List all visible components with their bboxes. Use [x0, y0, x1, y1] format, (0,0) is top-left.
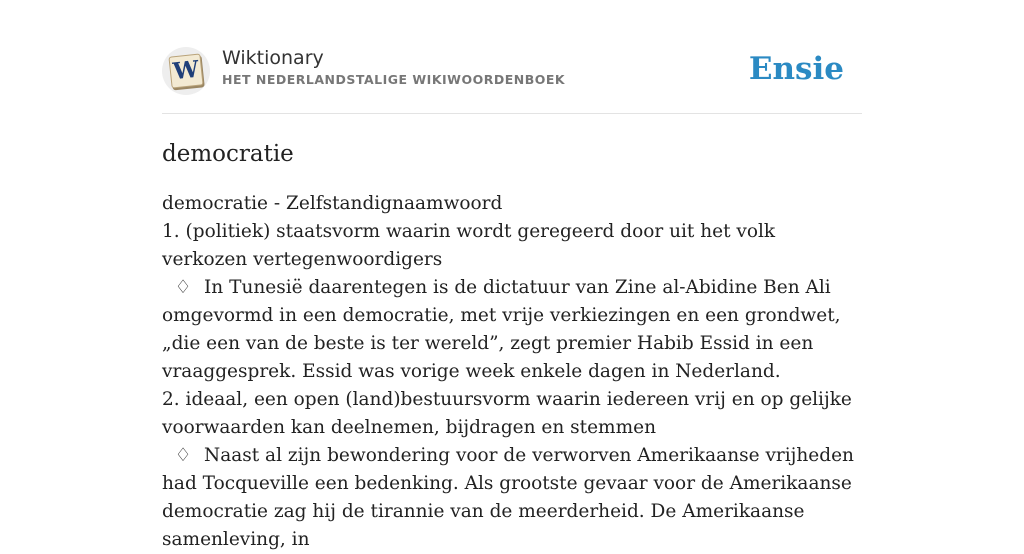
- wiktionary-logo[interactable]: [162, 47, 210, 95]
- brand: [222, 46, 565, 87]
- site-name[interactable]: Wiktionary: [222, 47, 324, 69]
- logo-tile-icon: [168, 53, 203, 88]
- example-marker-icon: ♢: [174, 445, 192, 466]
- example-text: Naast al zijn bewondering voor de verworven Amerikaanse vrijheden had Tocqueville een bedenking. Als grootste gevaar voor de Amerikaanse democratie zag hij de tirannie van de meerderheid. De Amerikaanse samenleving, in: [162, 445, 854, 550]
- site-header: [162, 0, 862, 114]
- page: [162, 0, 862, 554]
- logo-letter: W: [171, 55, 201, 86]
- entry-content: [162, 190, 862, 554]
- entry-heading: democratie - Zelfstandignaamwoord: [162, 193, 503, 214]
- ensie-logo[interactable]: Ensie: [748, 51, 844, 87]
- sense-example: [162, 442, 862, 554]
- sense-example: [162, 274, 862, 386]
- example-text: In Tunesië daarentegen is de dictatuur van Zine al-Abidine Ben Ali omgevormd in een democratie, met vrije verkiezingen en een grondwet, „die een van de beste is ter wereld”, zegt premier Habib Essid in een vraaggesprek. Essid was vorige week enkele dagen in Nederland.: [162, 277, 841, 382]
- example-marker-icon: ♢: [174, 277, 192, 298]
- sense-definition: 1. (politiek) staatsvorm waarin wordt geregeerd door uit het volk verkozen vertegenwoordigers: [162, 221, 776, 270]
- sense-definition: 2. ideaal, een open (land)bestuursvorm waarin iedereen vrij en op gelijke voorwaarden kan deelnemen, bijdragen en stemmen: [162, 389, 852, 438]
- page-title: democratie: [162, 141, 294, 167]
- site-subtitle: HET NEDERLANDSTALIGE WIKIWOORDENBOEK: [222, 72, 566, 87]
